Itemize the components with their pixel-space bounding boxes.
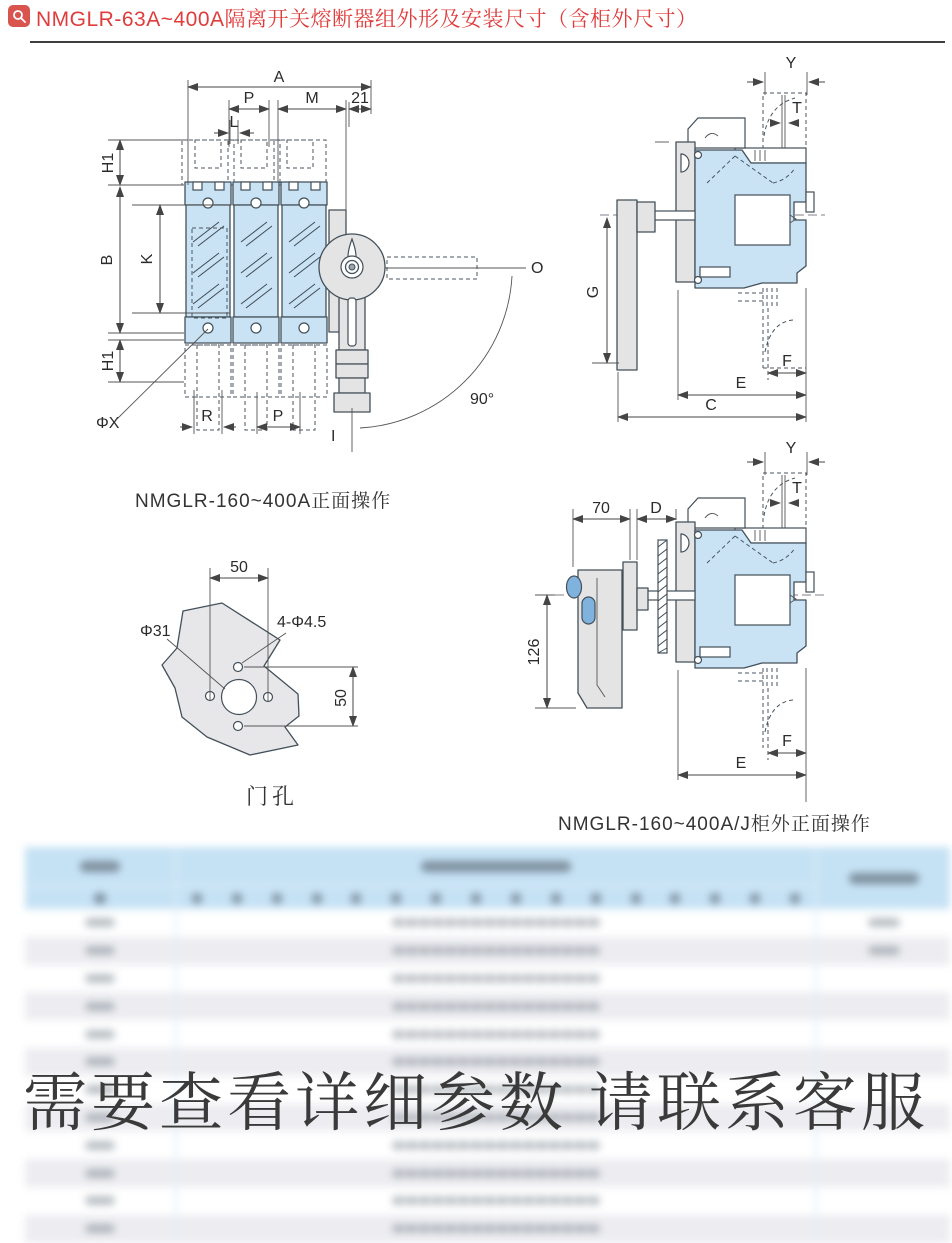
door-panel (658, 540, 667, 653)
svg-text:H1: H1 (100, 152, 117, 174)
caption-door-hole: 门孔 (246, 784, 299, 809)
svg-text:K: K (139, 253, 156, 265)
rotary-handle (319, 234, 477, 412)
caption-outside-view: NMGLR-160~400A/J柜外正面操作 (558, 814, 871, 835)
contact-overlay-text: 需要查看详细参数 请联系客服 (23, 1067, 929, 1139)
svg-text:A: A (273, 69, 285, 86)
svg-text:21: 21 (351, 90, 369, 107)
svg-text:Φ31: Φ31 (140, 623, 171, 640)
svg-text:H1: H1 (100, 350, 117, 372)
svg-text:P: P (243, 90, 255, 107)
svg-text:L: L (229, 114, 239, 131)
svg-text:4-Φ4.5: 4-Φ4.5 (277, 614, 327, 631)
svg-text:C: C (705, 397, 717, 414)
svg-text:ΦX: ΦX (96, 415, 120, 432)
spec-table-blur (25, 847, 950, 1243)
svg-text:Y: Y (785, 55, 797, 72)
svg-text:T: T (792, 100, 802, 117)
svg-text:Y: Y (785, 440, 797, 457)
drawing-front-view (88, 52, 544, 460)
svg-text:T: T (792, 480, 802, 497)
top-terminals (182, 140, 326, 185)
title-divider (30, 41, 945, 43)
svg-text:D: D (650, 500, 662, 517)
handle-knob-blue (567, 576, 582, 598)
svg-text:P: P (272, 408, 284, 425)
svg-text:126: 126 (526, 638, 543, 666)
page-title: NMGLR-63A~400A隔离开关熔断器组外形及安装尺寸（含柜外尺寸） (36, 8, 698, 31)
svg-text:M: M (305, 90, 319, 107)
svg-text:I: I (331, 428, 336, 445)
caption-front-view: NMGLR-160~400A正面操作 (135, 491, 392, 512)
svg-text:E: E (735, 755, 747, 772)
external-handle (567, 562, 649, 708)
svg-text:50: 50 (333, 689, 350, 707)
svg-text:90°: 90° (470, 391, 495, 408)
svg-text:R: R (201, 408, 213, 425)
svg-text:50: 50 (230, 559, 248, 576)
drawing-outside-view (526, 440, 950, 810)
magnifier-icon (8, 5, 30, 27)
svg-text:G: G (585, 285, 602, 299)
svg-text:F: F (782, 353, 792, 370)
svg-text:F: F (782, 733, 792, 750)
svg-text:E: E (735, 375, 747, 392)
svg-text:O: O (531, 260, 544, 277)
handle-button-blue (582, 597, 595, 624)
svg-text:70: 70 (592, 500, 610, 517)
svg-text:B: B (99, 254, 116, 266)
drawing-side-view (545, 50, 950, 450)
